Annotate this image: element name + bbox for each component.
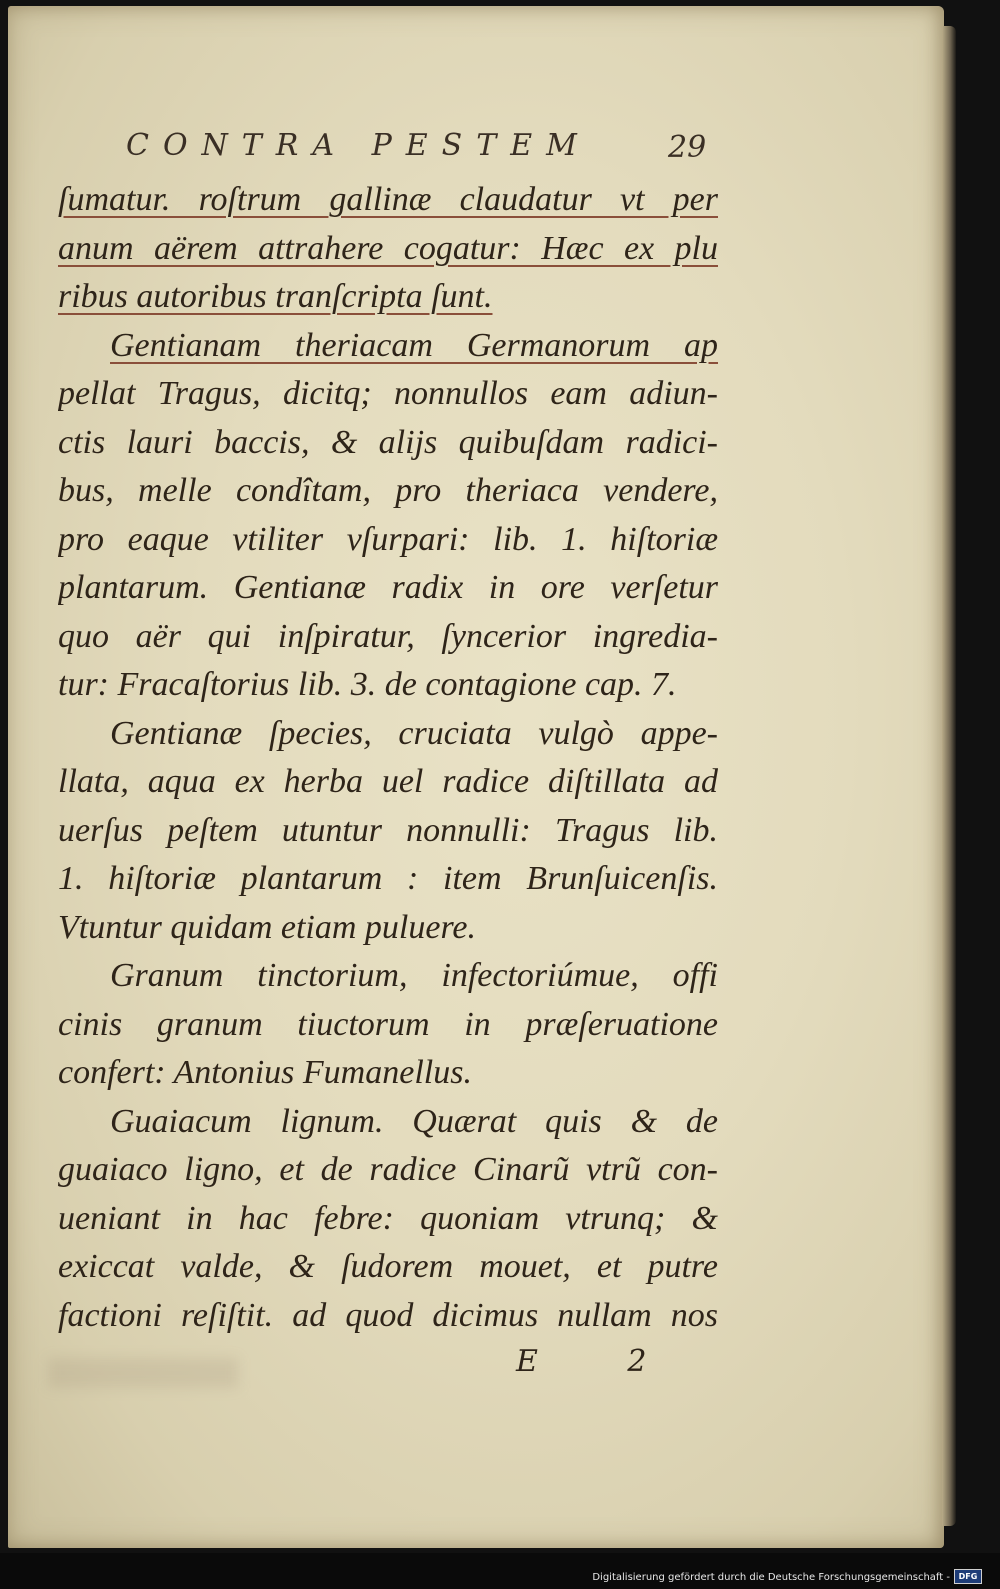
text-line: guaiaco ligno, et de radice Cinarũ vtrũ con- [58,1151,718,1188]
page-number: 29 [668,130,707,165]
text-line: ueniant in hac febre: quoniam vtrunq; & [58,1199,718,1237]
text-line: bus, melle condîtam, pro theriaca vendere, [58,472,718,509]
text-line: cinis granum tiuctorum in præſeruatione [58,1005,718,1043]
text-line: plantarum. Gentianæ radix in ore verſetur [58,569,718,606]
text-line: ctis lauri baccis, & alijs quibuſdam radici- [58,423,718,461]
text-line [58,322,718,371]
text-line: Gentianæ ſpecies, cruciata vulgò appe- [110,714,718,752]
text-line: exiccat valde, & ſudorem mouet, et putre [58,1248,718,1285]
book-page [8,6,944,1548]
text-line: factioni reſiſtit. ad quod dicimus nullam nos [58,1296,718,1334]
text-line: Guaiacum lignum. Quærat quis & de [110,1102,718,1140]
text-line: pro eaque vtiliter vſurpari: lib. 1. hiſtoriæ [58,520,718,558]
signature-mark: E 2 [516,1344,687,1379]
dfg-logo-icon: DFG [954,1569,982,1584]
text-line-content: ribus autoribus tranſcripta ſunt. [58,278,493,315]
text-line-content: anum aërem attrahere cogatur: Hæc ex plu [58,229,718,267]
page-edge [942,26,956,1526]
body-text [58,176,718,1340]
text-line [58,176,718,225]
text-line: quo aër qui inſpiratur, ſyncerior ingredia- [58,617,718,655]
running-header: CONTRA PESTEM [126,128,591,163]
footer-bar [0,1553,1000,1589]
text-line: tur: Fracaſtorius lib. 3. de contagione cap. 7. [58,666,677,703]
text-line: pellat Tragus, dicitq; nonnullos eam adiun- [58,375,718,412]
text-line-content: ſumatur. roſtrum gallinæ claudatur vt per [58,181,718,218]
text-line: llata, aqua ex herba uel radice diſtillata ad [58,763,718,800]
text-line: Granum tinctorium, infectoriúmue, offi [110,957,718,994]
text-line: uerſus peſtem utuntur nonnulli: Tragus lib. [58,811,718,849]
text-line: confert: Antonius Fumanellus. [58,1054,472,1091]
text-line-content: Gentianam theriacam Germanorum ap [110,326,718,364]
text-line [58,225,718,274]
text-line [58,273,718,322]
text-line: 1. hiſtoriæ plantarum : item Brunſuicenſis. [58,860,718,897]
ink-offset-smudge [48,1358,238,1388]
text-line: Vtuntur quidam etiam puluere. [58,908,477,946]
funding-credit: Digitalisierung gefördert durch die Deutsche Forschungsgemeinschaft - [592,1572,950,1583]
